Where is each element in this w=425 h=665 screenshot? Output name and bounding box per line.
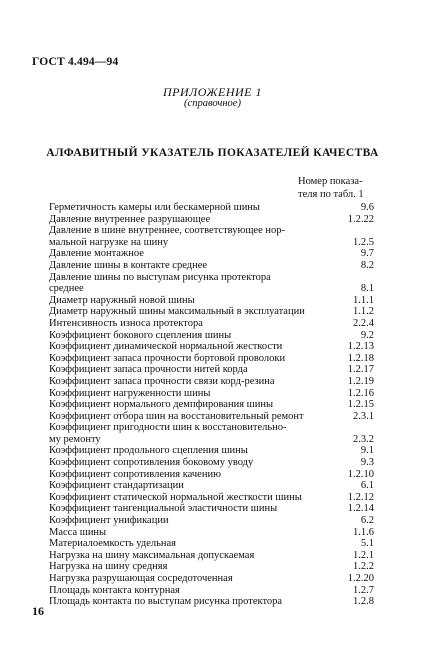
entry-term-text: Герметичность камеры или бескамерной шины bbox=[49, 202, 260, 213]
entry-term bbox=[49, 411, 330, 423]
entry-ref: 1.2.5 bbox=[353, 236, 374, 248]
entry-term bbox=[49, 585, 330, 597]
entry-term bbox=[49, 480, 330, 492]
entry-term-text: Давление шины в контакте среднее bbox=[49, 259, 208, 271]
index-entry bbox=[49, 399, 374, 411]
entry-term-text: Коэффициент нормального демпфирования шины bbox=[49, 399, 274, 411]
entry-term-text: Коэффициент пригодности шин к восстановительно- bbox=[49, 422, 287, 434]
column-header-line2: теля по табл. 1 bbox=[298, 188, 364, 200]
entry-ref: 1.2.10 bbox=[347, 468, 374, 480]
index-entries bbox=[49, 202, 374, 608]
entry-ref: 9.3 bbox=[360, 457, 374, 469]
index-entry bbox=[49, 422, 374, 445]
entry-term-text: Коэффициент статической нормальной жесткости шины bbox=[49, 491, 302, 503]
entry-term bbox=[49, 561, 330, 573]
index-entry bbox=[49, 515, 374, 527]
entry-term bbox=[49, 260, 330, 272]
entry-term-text: Коэффициент тангенциальной эластичности шины bbox=[49, 503, 278, 515]
entry-term bbox=[49, 550, 330, 562]
entry-term-continuation: мальной нагрузке на шину bbox=[49, 236, 169, 248]
entry-term-text: Диаметр наружный шины максимальный в эксплуатации bbox=[49, 306, 305, 318]
entry-ref: 6.1 bbox=[360, 480, 374, 492]
entry-term bbox=[49, 318, 330, 330]
index-entry bbox=[49, 538, 374, 550]
entry-term bbox=[49, 306, 330, 318]
entry-term bbox=[49, 388, 330, 400]
entry-term-text: Давление шины по выступам рисунка протектора bbox=[49, 271, 271, 283]
entry-term bbox=[49, 295, 330, 307]
entry-term bbox=[49, 248, 330, 260]
index-entry bbox=[49, 573, 374, 585]
entry-term bbox=[49, 538, 330, 550]
index-entry bbox=[49, 376, 374, 388]
index-entry bbox=[49, 353, 374, 365]
entry-ref: 8.2 bbox=[360, 259, 374, 271]
entry-term-text: Нагрузка на шину средняя bbox=[49, 561, 168, 573]
entry-ref: 1.2.13 bbox=[347, 341, 374, 353]
entry-ref: 9.7 bbox=[360, 248, 374, 260]
entry-term bbox=[49, 353, 330, 365]
entry-ref: 1.2.16 bbox=[347, 387, 374, 399]
entry-term-text: Коэффициент стандартизации bbox=[49, 480, 184, 492]
entry-ref: 2.3.1 bbox=[353, 410, 374, 422]
index-entry bbox=[49, 527, 374, 539]
index-entry bbox=[49, 225, 374, 248]
entry-ref: 1.1.1 bbox=[353, 294, 374, 306]
index-entry bbox=[49, 411, 374, 423]
entry-term-text: Масса шины bbox=[49, 526, 107, 538]
entry-ref: 9.1 bbox=[360, 445, 374, 457]
entry-term-text: Коэффициент динамической нормальной жесткости bbox=[49, 341, 283, 353]
index-entry bbox=[49, 306, 374, 318]
entry-term-text: Диаметр наружный новой шины bbox=[49, 294, 195, 306]
page-number: 16 bbox=[32, 604, 44, 618]
entry-term bbox=[49, 515, 330, 527]
index-entry bbox=[49, 561, 374, 573]
entry-term bbox=[49, 399, 330, 411]
entry-term-text: Коэффициент унификации bbox=[49, 515, 169, 527]
entry-term-text: Материалоемкость удельная bbox=[49, 538, 176, 550]
entry-term-text: Коэффициент запаса прочности бортовой проволоки bbox=[49, 352, 286, 364]
entry-term-text: Коэффициент отбора шин на восстановительный ремонт bbox=[49, 410, 304, 422]
entry-ref: 1.2.14 bbox=[347, 503, 374, 515]
entry-ref: 1.2.20 bbox=[347, 573, 374, 584]
entry-term bbox=[49, 422, 330, 445]
entry-ref: 1.1.2 bbox=[353, 306, 374, 318]
entry-ref: 1.2.15 bbox=[347, 399, 374, 411]
entry-term-text: Давление в шине внутреннее, соответствующее нор- bbox=[49, 225, 285, 237]
entry-ref: 1.2.17 bbox=[347, 364, 374, 376]
document-header: ГОСТ 4.494—94 bbox=[32, 56, 119, 68]
entry-term bbox=[49, 573, 330, 585]
entry-term-text: Коэффициент нагруженности шины bbox=[49, 387, 211, 399]
index-entry bbox=[49, 295, 374, 307]
entry-term-text: Интенсивность износа протектора bbox=[49, 317, 203, 329]
entry-term-text: Нагрузка разрушающая сосредоточенная bbox=[49, 573, 233, 584]
entry-term-text: Коэффициент бокового сцепления шины bbox=[49, 329, 232, 341]
index-entry bbox=[49, 503, 374, 515]
index-entry bbox=[49, 202, 374, 214]
entry-term-text: Нагрузка на шину максимальная допускаемая bbox=[49, 549, 255, 561]
entry-term bbox=[49, 492, 330, 504]
entry-term-text: Коэффициент запаса прочности связи корд-резина bbox=[49, 375, 275, 387]
index-entry bbox=[49, 272, 374, 295]
entry-ref: 9.2 bbox=[360, 329, 374, 341]
index-entry bbox=[49, 469, 374, 481]
entry-term-text: Коэффициент сопротивления качению bbox=[49, 468, 221, 480]
entry-term bbox=[49, 457, 330, 469]
entry-term bbox=[49, 330, 330, 342]
entry-ref: 8.1 bbox=[360, 283, 374, 295]
entry-ref: 1.2.12 bbox=[347, 491, 374, 503]
entry-term bbox=[49, 364, 330, 376]
appendix-subtitle: (справочное) bbox=[184, 98, 241, 109]
entry-term-continuation: му ремонту bbox=[49, 433, 101, 445]
entry-ref: 1.1.6 bbox=[353, 526, 374, 538]
index-entry bbox=[49, 214, 374, 226]
index-entry bbox=[49, 445, 374, 457]
entry-term-continuation: среднее bbox=[49, 283, 84, 295]
entry-term bbox=[49, 527, 330, 539]
entry-term-text: Давление монтажное bbox=[49, 248, 144, 260]
entry-term-text: Коэффициент сопротивления боковому уводу bbox=[49, 457, 254, 469]
index-entry bbox=[49, 457, 374, 469]
entry-term bbox=[49, 445, 330, 457]
index-entry bbox=[49, 260, 374, 272]
entry-term-text: Давление внутреннее разрушающее bbox=[49, 213, 211, 225]
entry-ref: 1.2.19 bbox=[347, 375, 374, 387]
index-entry bbox=[49, 330, 374, 342]
entry-ref: 1.2.22 bbox=[347, 213, 374, 225]
index-entry bbox=[49, 492, 374, 504]
index-entry bbox=[49, 480, 374, 492]
entry-term bbox=[49, 469, 330, 481]
entry-term bbox=[49, 202, 330, 214]
index-entry bbox=[49, 596, 374, 608]
entry-term bbox=[49, 596, 330, 608]
index-entry bbox=[49, 318, 374, 330]
entry-ref: 5.1 bbox=[360, 538, 374, 550]
index-entry bbox=[49, 550, 374, 562]
entry-term-text: Коэффициент продольного сцепления шины bbox=[49, 445, 248, 457]
entry-term bbox=[49, 214, 330, 226]
entry-ref: 9.6 bbox=[360, 202, 374, 213]
appendix-title: ПРИЛОЖЕНИЕ 1 bbox=[163, 85, 262, 99]
entry-term bbox=[49, 503, 330, 515]
index-entry bbox=[49, 388, 374, 400]
index-entry bbox=[49, 585, 374, 597]
entry-ref: 6.2 bbox=[360, 515, 374, 527]
column-header bbox=[298, 176, 390, 201]
index-entry bbox=[49, 341, 374, 353]
entry-ref: 2.3.2 bbox=[353, 433, 374, 445]
entry-ref: 1.2.8 bbox=[353, 596, 374, 608]
entry-ref: 1.2.18 bbox=[347, 352, 374, 364]
entry-term-text: Площадь контакта контурная bbox=[49, 584, 180, 596]
index-entry bbox=[49, 248, 374, 260]
entry-term bbox=[49, 272, 330, 295]
entry-term bbox=[49, 341, 330, 353]
entry-term-text: Площадь контакта по выступам рисунка протектора bbox=[49, 596, 283, 608]
index-title: АЛФАВИТНЫЙ УКАЗАТЕЛЬ ПОКАЗАТЕЛЕЙ КАЧЕСТВА bbox=[46, 147, 379, 159]
entry-ref: 1.2.2 bbox=[353, 561, 374, 573]
entry-ref: 2.2.4 bbox=[353, 317, 374, 329]
entry-term bbox=[49, 225, 330, 248]
entry-term-text: Коэффициент запаса прочности нитей корда bbox=[49, 364, 248, 376]
entry-ref: 1.2.1 bbox=[353, 549, 374, 561]
column-header-line1: Номер показа- bbox=[298, 176, 363, 187]
entry-ref: 1.2.7 bbox=[353, 584, 374, 596]
index-entry bbox=[49, 364, 374, 376]
entry-term bbox=[49, 376, 330, 388]
